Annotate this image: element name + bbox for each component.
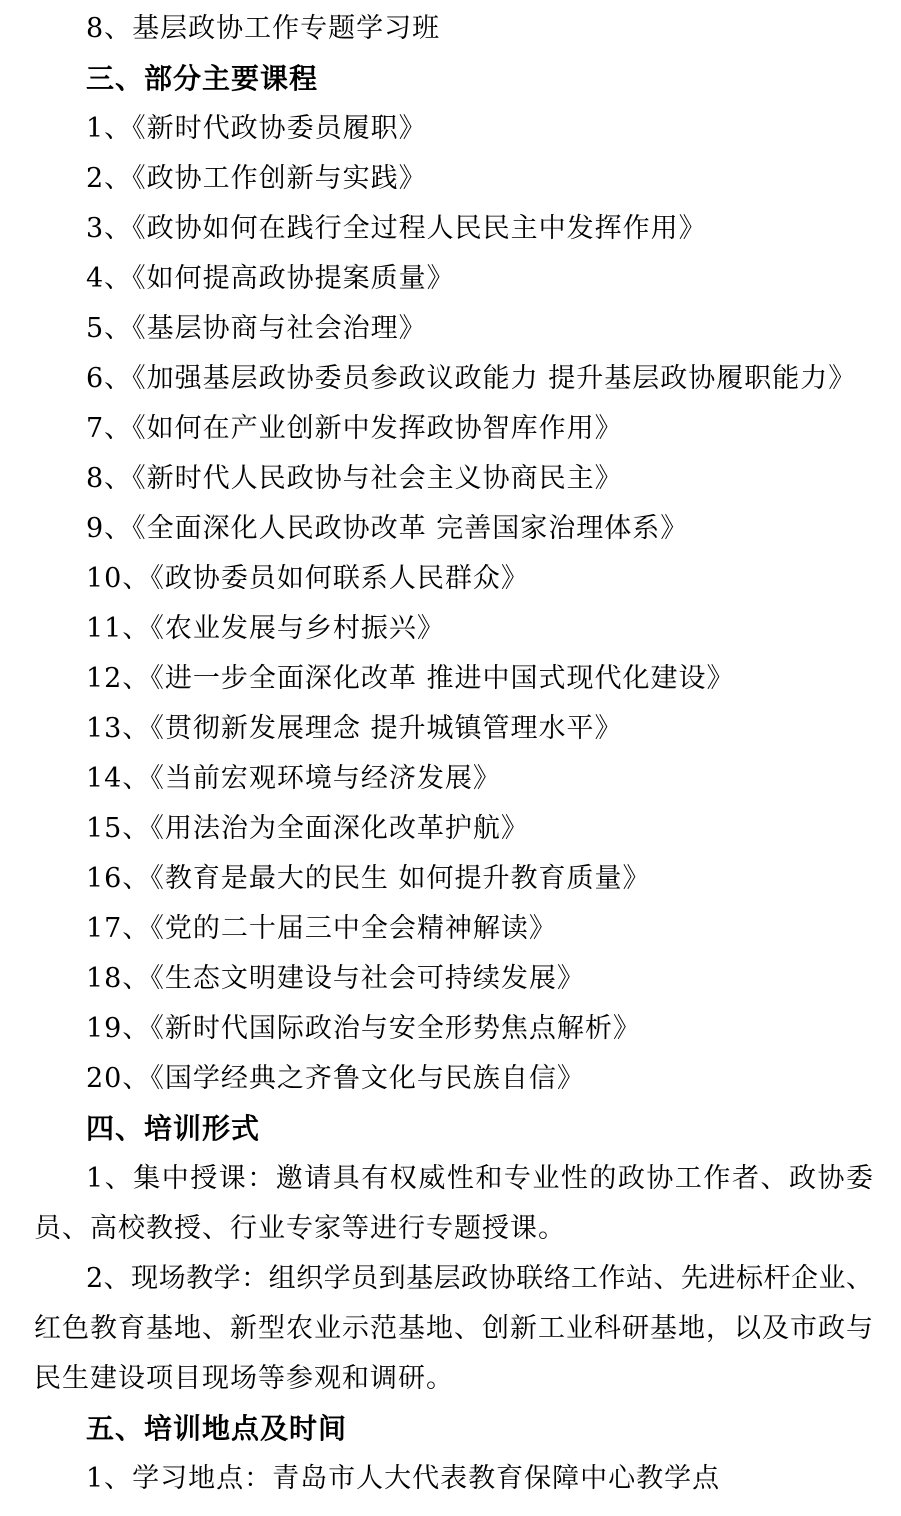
course-item-1: 1、《新时代政协委员履职》 xyxy=(86,113,427,144)
section-heading-format: 四、培训形式 xyxy=(86,1112,261,1145)
course-item-9: 9、《全面深化人民政协改革 完善国家治理体系》 xyxy=(86,513,689,544)
course-item-10: 10、《政协委员如何联系人民群众》 xyxy=(86,563,529,594)
section-heading-location: 五、培训地点及时间 xyxy=(86,1412,348,1445)
course-item-6: 6、《加强基层政协委员参政议政能力 提升基层政协履职能力》 xyxy=(86,363,857,394)
course-item-5: 5、《基层协商与社会治理》 xyxy=(86,313,427,344)
course-item-15: 15、《用法治为全面深化改革护航》 xyxy=(86,813,529,844)
course-item-8: 8、《新时代人民政协与社会主义协商民主》 xyxy=(86,463,623,494)
course-item-3: 3、《政协如何在践行全过程人民民主中发挥作用》 xyxy=(86,213,707,244)
section-heading-courses: 三、部分主要课程 xyxy=(86,62,319,95)
course-item-20: 20、《国学经典之齐鲁文化与民族自信》 xyxy=(86,1063,585,1094)
paragraph-line: 1、集中授课：邀请具有权威性和专业性的政协工作者、政协委 xyxy=(86,1163,873,1194)
course-item-2: 2、《政协工作创新与实践》 xyxy=(86,163,427,194)
course-item-4: 4、《如何提高政协提案质量》 xyxy=(86,263,455,294)
course-item-18: 18、《生态文明建设与社会可持续发展》 xyxy=(86,963,585,994)
course-item-13: 13、《贯彻新发展理念 提升城镇管理水平》 xyxy=(86,713,623,744)
course-item-11: 11、《农业发展与乡村振兴》 xyxy=(86,613,445,644)
course-item-14: 14、《当前宏观环境与经济发展》 xyxy=(86,763,501,794)
paragraph-line: 员、高校教授、行业专家等进行专题授课。 xyxy=(34,1213,566,1244)
list-item-location: 1、学习地点：青岛市人大代表教育保障中心教学点 xyxy=(86,1463,721,1494)
course-item-7: 7、《如何在产业创新中发挥政协智库作用》 xyxy=(86,413,623,444)
list-item-prior: 8、基层政协工作专题学习班 xyxy=(86,13,441,44)
paragraph-line: 2、现场教学：组织学员到基层政协联络工作站、先进标杆企业、 xyxy=(86,1263,873,1294)
course-item-17: 17、《党的二十届三中全会精神解读》 xyxy=(86,913,557,944)
paragraph-line: 民生建设项目现场等参观和调研。 xyxy=(34,1363,454,1394)
course-item-12: 12、《进一步全面深化改革 推进中国式现代化建设》 xyxy=(86,663,735,694)
course-item-19: 19、《新时代国际政治与安全形势焦点解析》 xyxy=(86,1013,641,1044)
paragraph-line: 红色教育基地、新型农业示范基地、创新工业科研基地，以及市政与 xyxy=(34,1313,873,1344)
course-item-16: 16、《教育是最大的民生 如何提升教育质量》 xyxy=(86,863,651,894)
